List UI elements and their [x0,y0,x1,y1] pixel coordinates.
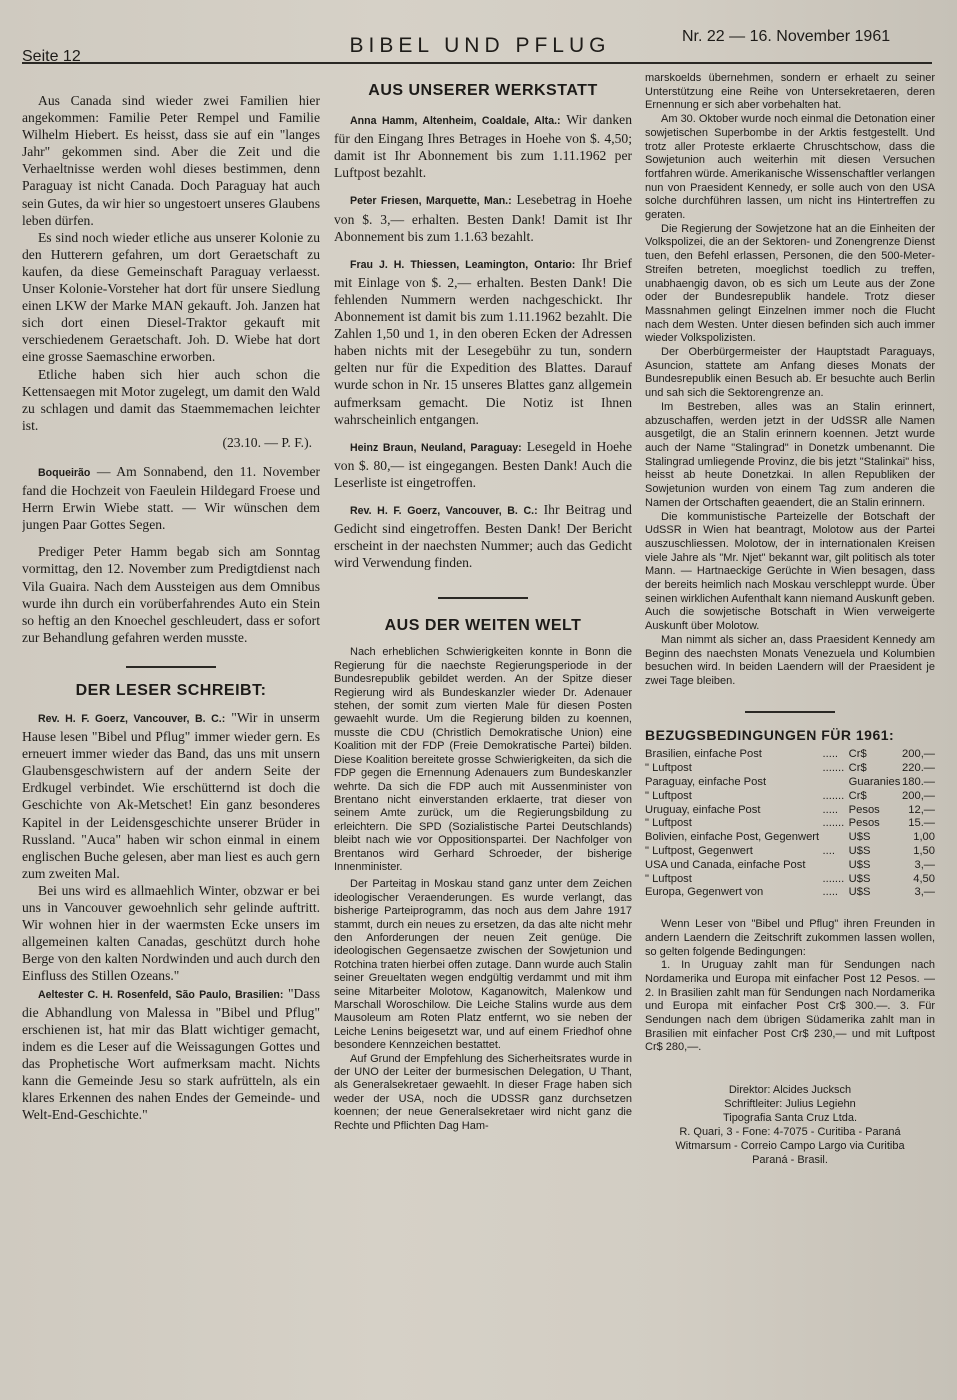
news-paragraph: Die kommunistische Parteizelle der Botschaft der UdSSR in Wien hat beantragt, Molotow aus der Partei auszuschliessen. Molotow, der in internationalen Kreisen viele Jahre als "Mr. Njet" bekannt war, gilt politisch als toter Mann. — Hartnaeckige Gerüchte in Wien besagen, dass der bereits heimlich nach Moskau verschleppt wurde. Über seinen wirklichen Aufenthalt kann niemand Auskunft geben. Auch die sowjetische Botschaft in Wien verweigerte Auskunft über Molotow. [645,510,935,633]
news-paragraph: Am 30. Oktober wurde noch einmal die Detonation einer sowjetischen Superbombe in der Arktis festgestellt. Und trotz aller Proteste erklaerte Chruschtschow, dass die Sowjetunion auch weiterhin mit diesen Versuchen fortfahren würde. Amerikanische Wissenschaftler verlangen nun von Praesident Kennedy, er solle auch von den USA solche durchführen lassen, um nicht ins Hintertreffen zu geraten. [645,113,935,222]
imprint-line: Paraná - Brasil. [752,1154,828,1167]
sub-label: Bolivien, einfache Post, Gegenwert [645,831,820,844]
subscription-table [645,748,935,900]
section-divider [438,597,528,599]
sub-currency: U$S [848,872,871,885]
sub-price: 220.— [902,762,935,775]
sub-price: 180.— [902,775,935,788]
subscription-row [645,790,935,804]
news-paragraph: Man nimmt als sicher an, dass Praesident Kennedy am Beginn des naechsten Monats Venezuela und Kolumbien besuchen wird. In beiden Laendern will der Praesident je zwei Tage bleiben. [645,633,935,687]
sub-dots [823,859,845,873]
sub-currency: U$S [848,831,871,844]
letter-paragraph: Rev. H. F. Goerz, Vancouver, B. C.: "Wir in unserm Hause lesen "Bibel und Pflug" immer wieder gern. Es erneuert immer wieder das Band, das uns mit unsern Glaubensgeschwistern auf der andern Seite der Erdkugel verbindet. Wie erschütternd ist doch die Geschichte von Ak-Metschet! Ein ganz besonderes Kapitel in der Leidensgeschichte unserer Brüder in Russland. "Auca" haben wir schon einmal in einem englischen Buche gelesen, aber man liest es auch gern zum zweiten Mal. [22,710,320,881]
subscription-row [645,886,935,900]
imprint-line: R. Quari, 3 - Fone: 4-7075 - Curitiba - Paraná [679,1126,901,1139]
sub-currency: Cr$ [848,762,867,775]
subscription-note: 1. In Uruguay zahlt man für Sendungen nach Nordamerika und Europa mit einfacher Post 12 Pesos. — 2. In Brasilien zahlt man für Sendungen nach Nordamerika und Europa mit einfacher Post Cr$ 300.—. 3. Für Sendungen nach dem übrigen Südamerika zahlt man in Brasilien mit einfacher Post Cr$ 230,— und mit Luftpost Cr$ 280,—. [645,959,935,1054]
subscription-row [645,845,935,859]
section-heading: DER LESER SCHREIBT: [75,681,267,699]
sub-label: Brasilien, einfache Post [645,748,762,761]
article-paragraph: Es sind noch wieder etliche aus unserer Kolonie zu den Hutterern gefahren, um dort Geraetschaft zu kaufen, da diese Gemeinschaft Paraguay verlaesst. Unser Kolonie-Vorsteher hat dort für unsere Siedlung einen LKW der Marke MAN gekauft. Joh. Janzen hat sich dort einen Diesel-Traktor gekauft mit verschiedenem Geraetschaft. Joh. D. Wiebe hat dort eine grosse Saemaschine erworben. [22,229,320,365]
column-left [22,72,320,1392]
sub-currency: U$S [848,886,871,899]
sub-currency: U$S [848,858,871,871]
article-paragraph: Aus Canada sind wieder zwei Familien hier angekommen: Familie Peter Rempel und Familie Wilhelm Hiebert. Es heisst, dass sie auf ein "langes Jahr" gekommen sind. Aber die Zeit und die Verhaeltnisse werden wohl dieses bestimmen, denn Paraguay ist nicht Canada. Doch Paraguay hat auch sein Gutes, da wir hier so ungestoert unseres Glaubens leben dürfen. [22,93,320,228]
sub-label: Europa, Gegenwert von [645,886,764,899]
imprint-line: Schriftleiter: Julius Legiehn [724,1098,856,1111]
header-rule [22,62,932,64]
article-paragraph: Prediger Peter Hamm begab sich am Sonntag vormittag, den 12. November zum Predigtdienst nach Vila Guaira. Nach dem Aussteigen aus dem Omnibus wurde ihn durch ein vorüberfahrendes Auto ein Stein so heftig an den Knoechel geschleudert, dass er sofort zur Behandlung gefahren werden musste. [22,544,320,645]
sub-dots: ....... [822,817,845,830]
article-paragraph: Etliche haben sich hier auch schon die Kettensaegen mit Motor zugelegt, um damit den Wald zu schlagen und damit das Staemmemachen leichter ist. [22,366,320,433]
sub-currency: Pesos [848,817,880,830]
news-paragraph: Der Parteitag in Moskau stand ganz unter dem Zeichen ideologischer Veraenderungen. Es wurde verlangt, das bisherige Parteiprogramm, das noch aus dem Jahre 1917 stammt, durch ein neues zu ersetzen, da das alte nicht mehr den Anforderungen der neuen Zeit genüge. Die ideologischen Gegensaetze zwischen der Sowjetunion und Rotchina traten hierbei offen zutage. Dann wurde auch Stalin seiner Greueltaten wegen endgültig verdammt und mit ihm seine Mitarbeiter Molotow, Kaganowitch, Malenkow und Marschall Woroschilow. Die Leiche Stalins wurde aus dem Mausoleum am Roten Platz entfernt, wo sie neben der Leiche Lenins beigesetzt war, und auf einem Friedhof ohne besondere Kennzeichen bestattet. [334,878,632,1052]
subscription-row [645,831,935,845]
workshop-note: Rev. H. F. Goerz, Vancouver, B. C.: Ihr Beitrag und Gedicht sind eingetroffen. Besten Dank! Der Bericht erscheint in der naechsten Nummer; auch das Gedicht wird Verwendung finden. [334,501,632,571]
sub-label: " Luftpost [645,817,692,830]
news-paragraph: Auf Grund der Empfehlung des Sicherheitsrates wurde in der UNO der Leiter der burmesischen Delegation, U Thant, als Generalsekretaer gewaehlt. In dieser Frage haben sich weder der USA, noch die UDSSR ganz durchsetzen koennen; der neue Generalsekretaer wird nicht ganz die Rechte und Pflichten Dag Ham- [334,1052,632,1132]
workshop-note: Frau J. H. Thiessen, Leamington, Ontario: Ihr Brief mit Einlage von $. 2,— erhalten. Besten Dank! Die fehlenden Nummern werden nachgeschickt. Ihr Abonnement ist damit bis zum 1.11.1962 bezahlt. Die Zahlen 1,50 und 1, in den oberen Ecken der Adressen haben nichts mit der Lesegebühr zu tun, sondern gelten nur für die Expedition des Blattes. Darauf wurde schon in Nr. 15 unseres Blattes ganz allgemein aufmerksam gemacht. Die Notiz ist Ihnen wahrscheinlich entgangen. [334,255,632,427]
workshop-note: Heinz Braun, Neuland, Paraguay: Lesegeld in Hoehe von $. 80,— ist eingegangen. Besten Dank! Auch die Leserliste ist eingetroffen. [334,438,632,490]
sub-price: 200,— [902,748,935,761]
workshop-note: Anna Hamm, Altenheim, Coaldale, Alta.: Wir danken für den Eingang Ihres Betrages in Hoehe von $. 4,50; damit ist Ihr Abonnement bis zum 1.11.1962 per Luftpost bezahlt. [334,112,632,181]
sub-label: Paraguay, einfache Post [645,775,767,788]
letter-paragraph: Aeltester C. H. Rosenfeld, São Paulo, Brasilien: "Dass die Abhandlung von Malessa in "Bibel und Pflug" erschienen ist, hat mir das Blatt wichtiger gemacht, indem es die Leser auf die Weissagungen Gottes und das Prophetische Wort aufmerksam macht. Nichts kann die Gemeinde Jesu so stark aufrütteln, als ein klares Erkennen des nahen Endes der Gemeinde- und Welt-End-Geschichte." [22,985,320,1123]
issue-date: Nr. 22 — 16. November 1961 [682,28,891,45]
article-paragraph: Boqueirão — Am Sonnabend, den 11. November fand die Hochzeit von Faeulein Hildegard Froese und Herrn Erwin Wiebe statt. — Wir wünschen dem jungen Paar Gottes Segen. [22,463,320,533]
imprint-line: Witmarsum - Correio Campo Largo via Curitiba [675,1140,905,1153]
column-middle [334,72,632,1392]
column-right [645,72,935,1392]
sub-dots: ..... [822,803,839,816]
sub-currency: Cr$ [848,748,867,761]
sub-dots: .... [822,844,835,857]
sub-dots: ....... [822,762,845,775]
sub-price: 4,50 [913,872,935,885]
news-paragraph: Der Oberbürgermeister der Hauptstadt Paraguays, Asuncion, stattete am Anfang dieses Monats der Bundesrepublik einen Besuch ab. Er besuchte auch Berlin und sah sich die Sektorengrenze an. [645,346,935,400]
sub-price: 15.— [908,817,935,830]
sub-label: " Luftpost [645,762,692,775]
sub-label: " Luftpost [645,872,692,885]
sub-label: Uruguay, einfache Post [645,803,761,816]
sub-price: 12,— [908,803,935,816]
sub-price: 200,— [902,789,935,802]
news-paragraph: Nach erheblichen Schwierigkeiten konnte in Bonn die Regierung für die naechste Regierungsperiode in der Bundesrepublik gebildet werden. An der Spitze dieser Regierung wird als Bundeskanzler wieder Dr. Adenauer stehen, der somit zum vierten Male für diesen Posten gewaehlt wurde. Um die Regierung bilden zu koennen, musste die CDU (Christlich Demokratische Union) eine Koalition mit der FDP (Freie Demokratische Partei) bilden. Diese Koalition bereitete grosse Schwierigkeiten, da sich die FDP gegen die Ernennung Adenauers zum Bundeskanzler wehrte. Da sich die FDP auch mit Aussenminister von Brentano nicht einverstanden erklaerte, trat dieser von seinem Amte zurück, um die Regierungsbildung zu erleichtern. Die SPD (Sozialistische Partei Deutschlands) bleibt nach wie vor Oppositionspartei. Der Nachfolger von Brentanos wird Gerhard Schroeder, der bisherige Innenminister. [334,646,632,873]
subscription-row [645,859,935,873]
workshop-note: Peter Friesen, Marquette, Man.: Lesebetrag in Hoehe von $. 3,— erhalten. Besten Dank! Damit ist Ihr Abonnement bis zum 1.1.63 bezahlt. [334,192,632,244]
news-paragraph: marskoelds übernehmen, sondern er erhaelt zu seiner Unterstützung eine Reihe von Untersekretaeren, deren Ernennung er sich aber vorbehalten hat. [645,72,935,112]
sub-dots: ....... [822,789,845,802]
subscription-row [645,804,935,818]
subscription-row [645,817,935,831]
sub-label: USA und Canada, einfache Post [645,858,806,871]
news-paragraph: Die Regierung der Sowjetzone hat an die Einheiten der Volkspolizei, die an der Sektoren- und Zonengrenze Dienst tuen, den Befehl erlassen, Personen, die den 500-Meter-Streifen betreten, moeglichst toedlich zu treffen, unabhaengig davon, ob es sich um Leute aus der Zone oder der Bundesrepublik handele. Trotz dieser Massnahmen gelingt Einzelnen immer noch die Flucht nach dem Westen. Unter diesen befinden sich auch immer wieder Volkspolizisten. [645,222,935,345]
subscription-row [645,748,935,762]
sub-currency: Cr$ [848,789,867,802]
section-heading: AUS UNSERER WERKSTATT [368,82,598,99]
section-heading: AUS DER WEITEN WELT [384,617,582,635]
subscription-row [645,776,935,790]
sub-currency: U$S [848,844,871,857]
sub-price: 1,00 [913,831,935,844]
paragraph-lead: Boqueirão [38,466,91,479]
sub-label: " Luftpost, Gegenwert [645,844,753,857]
sub-currency: Pesos [848,803,880,816]
section-heading: BEZUGSBEDINGUNGEN FÜR 1961: [645,726,895,743]
sub-dots [823,776,845,790]
sub-dots [823,831,845,845]
sub-price: 3,— [914,858,935,871]
page-number: Seite 12 [22,48,81,65]
sub-label: " Luftpost [645,789,692,802]
subscription-row [645,873,935,887]
article-signature: (23.10. — P. F.). [222,434,312,450]
sub-price: 1,50 [913,844,935,857]
section-divider [745,711,835,713]
subscription-note: Wenn Leser von "Bibel und Pflug" ihren Freunden in andern Laendern die Zeitschrift zukommen lassen wollen, so gelten folgende Bedingungen: [645,918,935,958]
imprint-line: Tipografia Santa Cruz Ltda. [722,1112,858,1125]
news-paragraph: Im Bestreben, alles was an Stalin erinnert, abzuschaffen, werden jetzt in der UdSSR alle Namen ausgetilgt, die an Stalin erinnern koennen. Jetzt wurde auch der Name "Stalingrad" in Donetzk umbenannt. Die Stalingrad umliegende Provinz, die bis jetzt "Stalinkai" hiss, heisst ab heute Donetzkai. In allen Republiken der Sowjetunion wurden von einem Tag zum anderen die Namen der Ortschaften geaendert, die an Stalin erinnern. [645,400,935,509]
sub-dots: ..... [822,748,839,761]
imprint [645,1083,935,1167]
sub-dots: ..... [822,886,839,899]
sub-price: 3,— [914,886,935,899]
section-divider [126,666,216,668]
sub-dots: ....... [822,872,845,885]
imprint-line: Direktor: Alcides Jucksch [728,1084,852,1097]
subscription-row [645,762,935,776]
letter-paragraph: Bei uns wird es allmaehlich Winter, obzwar er bei uns in Vancouver gewoehnlich sehr gelinde auftritt. Wir wohnen hier in der waermsten Ecke unsers im allgemeinen kalten Canadas, geschützt durch hohe Berge von den kalten Nordwinden und auch durch den Einfluss des Stillen Ozeans." [22,882,320,984]
sub-currency: Guaranies [848,775,901,788]
masthead: BIBEL UND PFLUG [349,34,611,57]
